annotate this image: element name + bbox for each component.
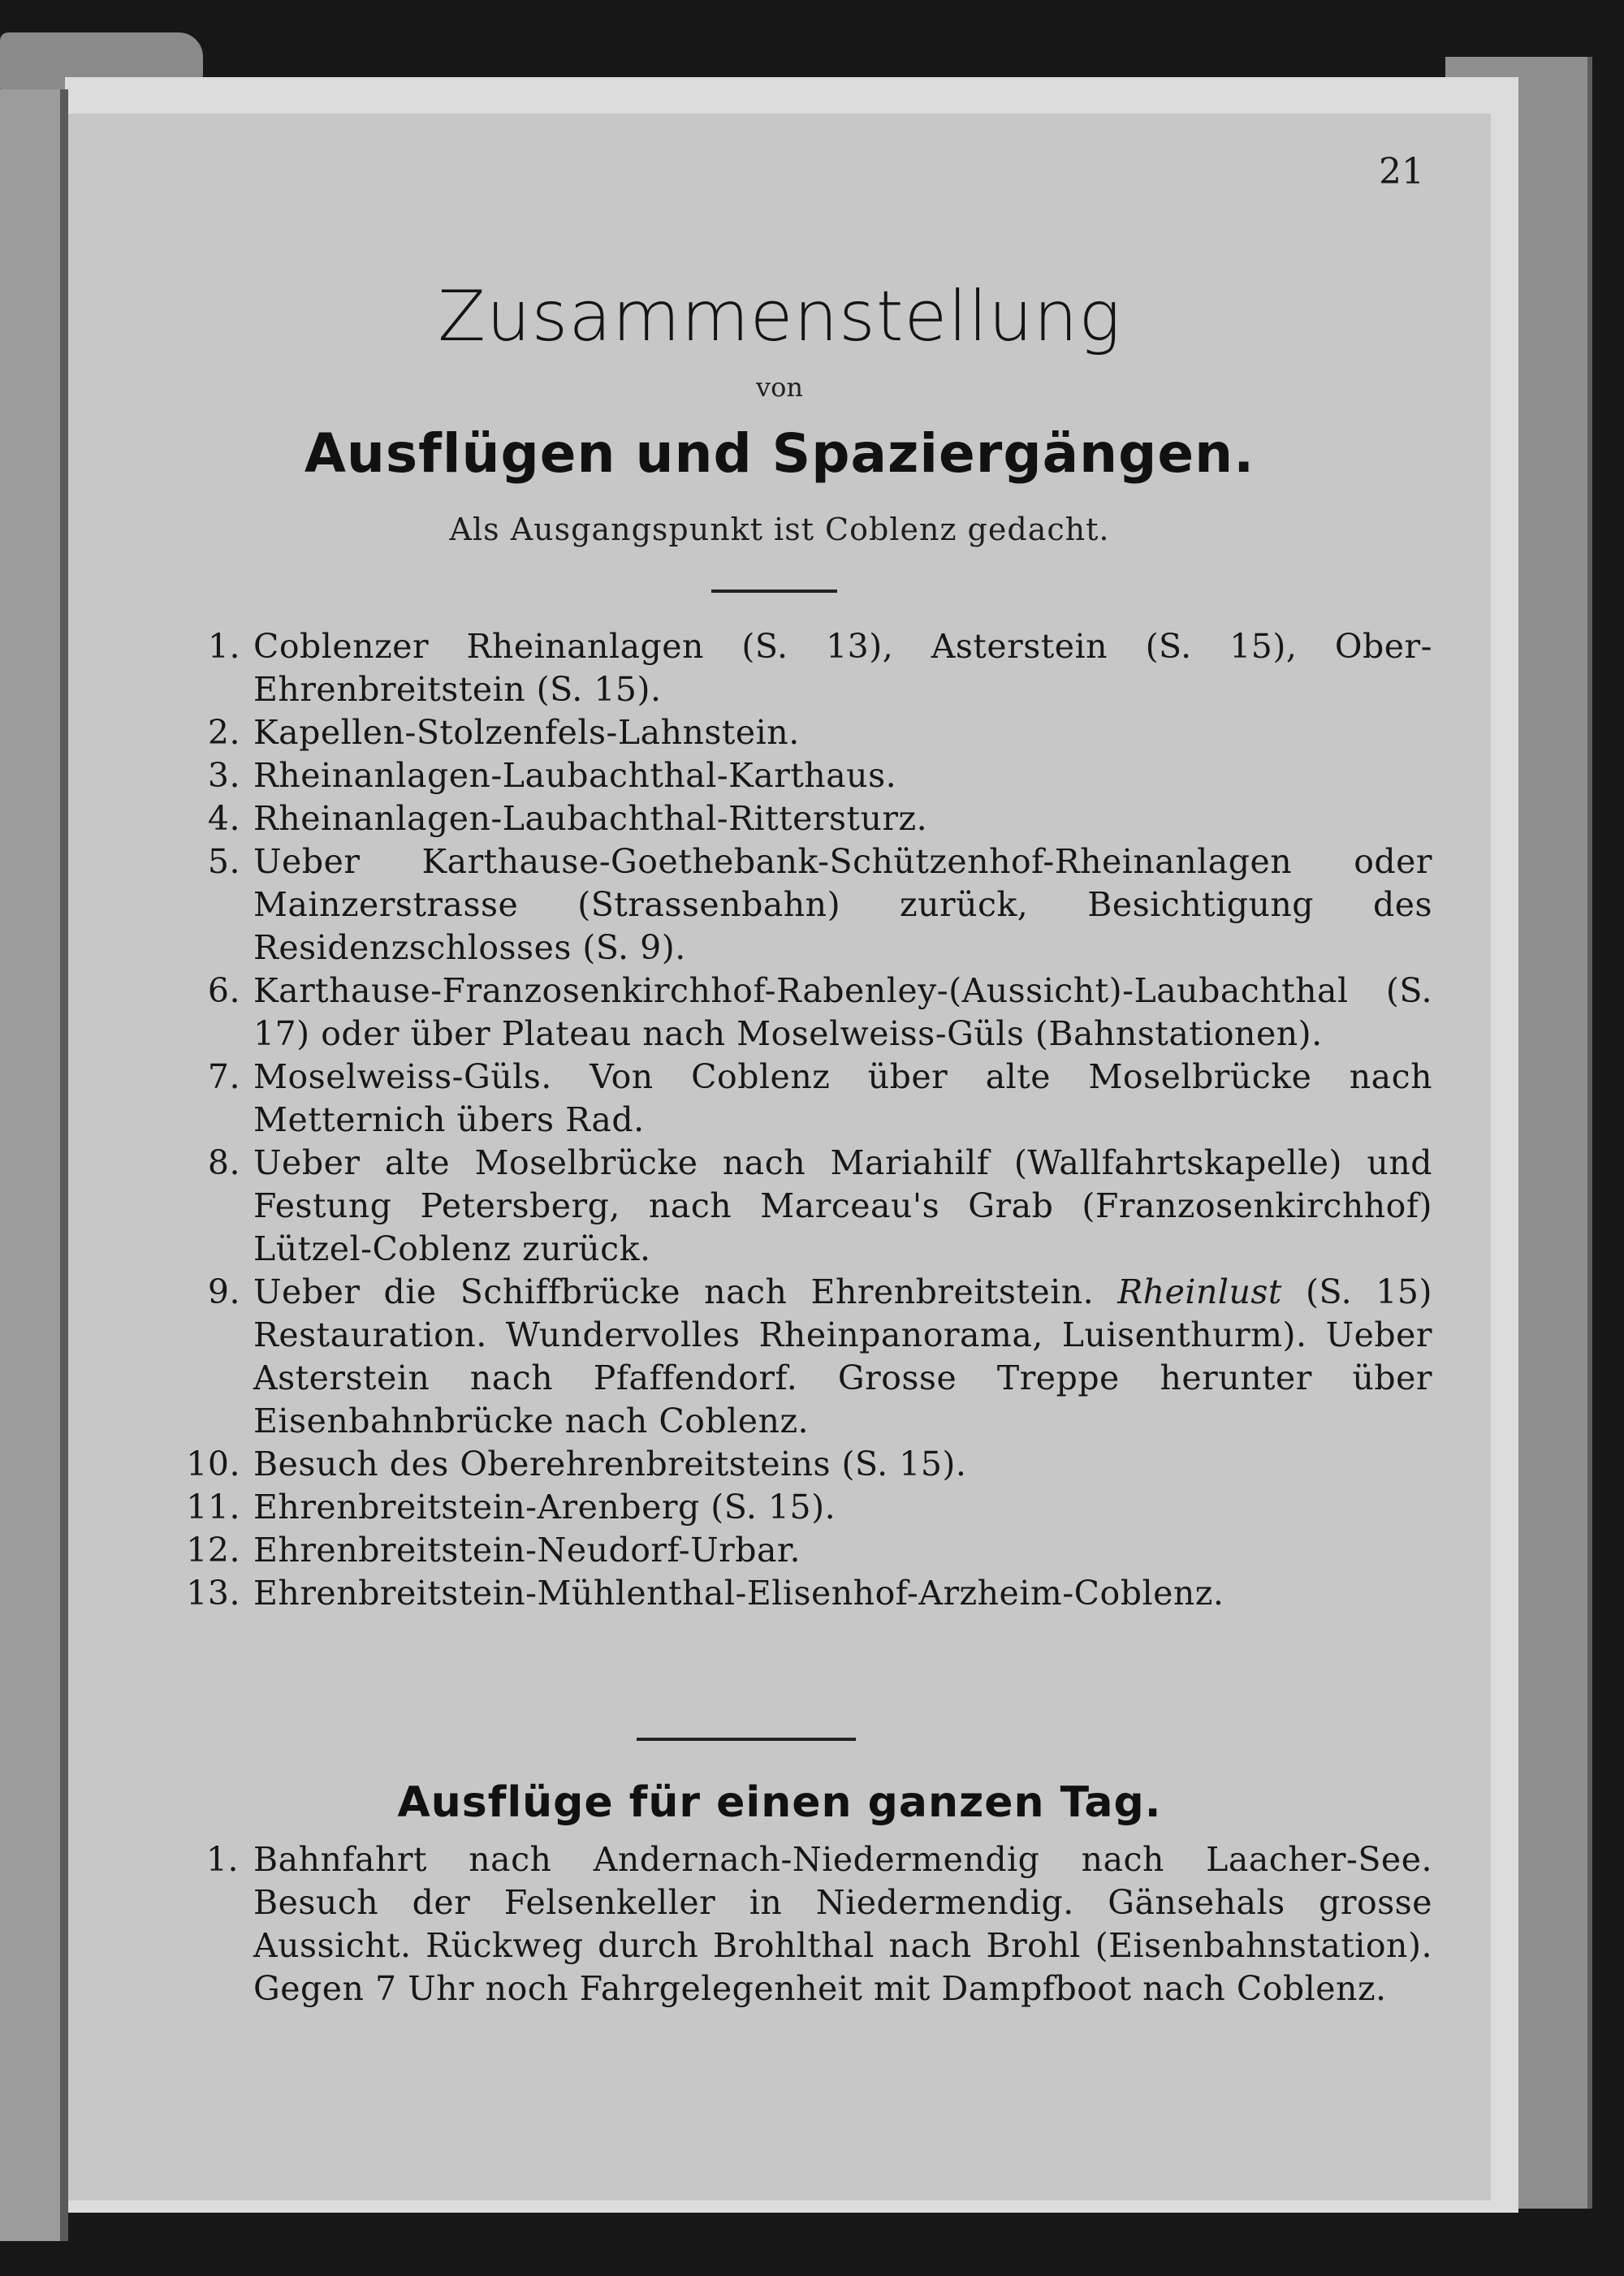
list-item [166,970,1432,1056]
page-heading: Ausflügen und Spaziergängen. [304,422,1255,485]
list-item [166,1443,1432,1486]
item-text: Ehrenbreitstein-Neudorf-Urbar. [253,1531,801,1570]
item-number: 12. [186,1531,240,1570]
page-number: 21 [1379,151,1424,192]
item-text: Karthause-Franzosenkirchhof-Rabenley-(Aussicht)-Laubachthal (S. 17) oder über Plateau nach Moselweiss-Güls (Bahnstationen). [253,971,1432,1053]
item-text: (S. 15) Restauration. Wundervolles Rheinpanorama, Luisenthurm). Ueber Asterstein nach Pfaffendorf. Grosse Treppe herunter über Eisenbahnbrücke nach Coblenz. [253,1272,1432,1440]
item-text: Coblenzer Rheinanlagen (S. 13), Asterstein (S. 15), Ober-Ehrenbreitstein (S. 15). [253,627,1432,709]
item-number: 7. [207,1057,240,1096]
title-connector: von [756,372,803,403]
item-number: 10. [186,1445,240,1484]
list-item [166,1142,1432,1271]
excursion-list [166,625,1432,1615]
item-number: 13. [186,1574,240,1613]
item-text: Ueber alte Moselbrücke nach Mariahilf (Wallfahrtskapelle) und Festung Petersberg, nach Marceau's Grab (Franzosenkirchhof) Lützel-Coblenz zurück. [253,1143,1432,1268]
list-item [166,1271,1432,1443]
item-number: 9. [207,1272,240,1311]
item-number: 8. [207,1143,240,1182]
item-text: Rheinanlagen-Laubachthal-Rittersturz. [253,799,928,838]
book-page [68,114,1491,2200]
item-text-italic: Rheinlust [1117,1272,1282,1311]
item-number: 3. [207,756,240,795]
full-day-list [149,1838,1432,2010]
item-text: Ueber Karthause-Goethebank-Schützenhof-Rheinanlagen oder Mainzerstrasse (Strassenbahn) zurück, Besichtigung des Residenzschlosses (S. 9). [253,842,1432,967]
list-item [166,1572,1432,1615]
list-item [166,1486,1432,1529]
item-number: 11. [186,1488,240,1527]
list-item [166,797,1432,840]
section-heading: Ausflüge für einen ganzen Tag. [397,1778,1162,1827]
item-text: Kapellen-Stolzenfels-Lahnstein. [253,713,800,752]
item-text: Ehrenbreitstein-Arenberg (S. 15). [253,1488,836,1527]
item-text: Ueber die Schiffbrücke nach Ehrenbreitstein. [253,1272,1095,1311]
item-text: Besuch des Oberehrenbreitsteins (S. 15). [253,1445,967,1484]
item-number: 6. [207,971,240,1010]
item-text: Ehrenbreitstein-Mühlenthal-Elisenhof-Arzheim-Coblenz. [253,1574,1224,1613]
list-item [166,625,1432,711]
divider-rule [637,1738,856,1741]
divider-rule [711,590,837,593]
page-subtitle: Als Ausgangspunkt ist Coblenz gedacht. [449,512,1110,547]
item-number: 5. [207,842,240,881]
list-item [166,1529,1432,1572]
previous-page-edge [0,89,67,2241]
list-item [166,1056,1432,1142]
item-number: 4. [207,799,240,838]
item-number: 1. [205,1840,239,1879]
list-item [166,840,1432,970]
item-number: 2. [207,713,240,752]
list-item [166,711,1432,754]
list-item [149,1838,1432,2010]
item-number: 1. [207,627,240,666]
page-title: Zusammenstellung [438,276,1121,357]
book-gutter [60,89,68,2241]
item-text: Bahnfahrt nach Andernach-Niedermendig nach Laacher-See. Besuch der Felsenkeller in Niedermendig. Gänsehals grosse Aussicht. Rückweg durch Brohlthal nach Brohl (Eisenbahnstation). Gegen 7 Uhr noch Fahrgelegenheit mit Dampfboot nach Coblenz. [253,1840,1432,2008]
item-text: Rheinanlagen-Laubachthal-Karthaus. [253,756,897,795]
item-text: Moselweiss-Güls. Von Coblenz über alte Moselbrücke nach Metternich übers Rad. [253,1057,1432,1139]
list-item [166,754,1432,797]
